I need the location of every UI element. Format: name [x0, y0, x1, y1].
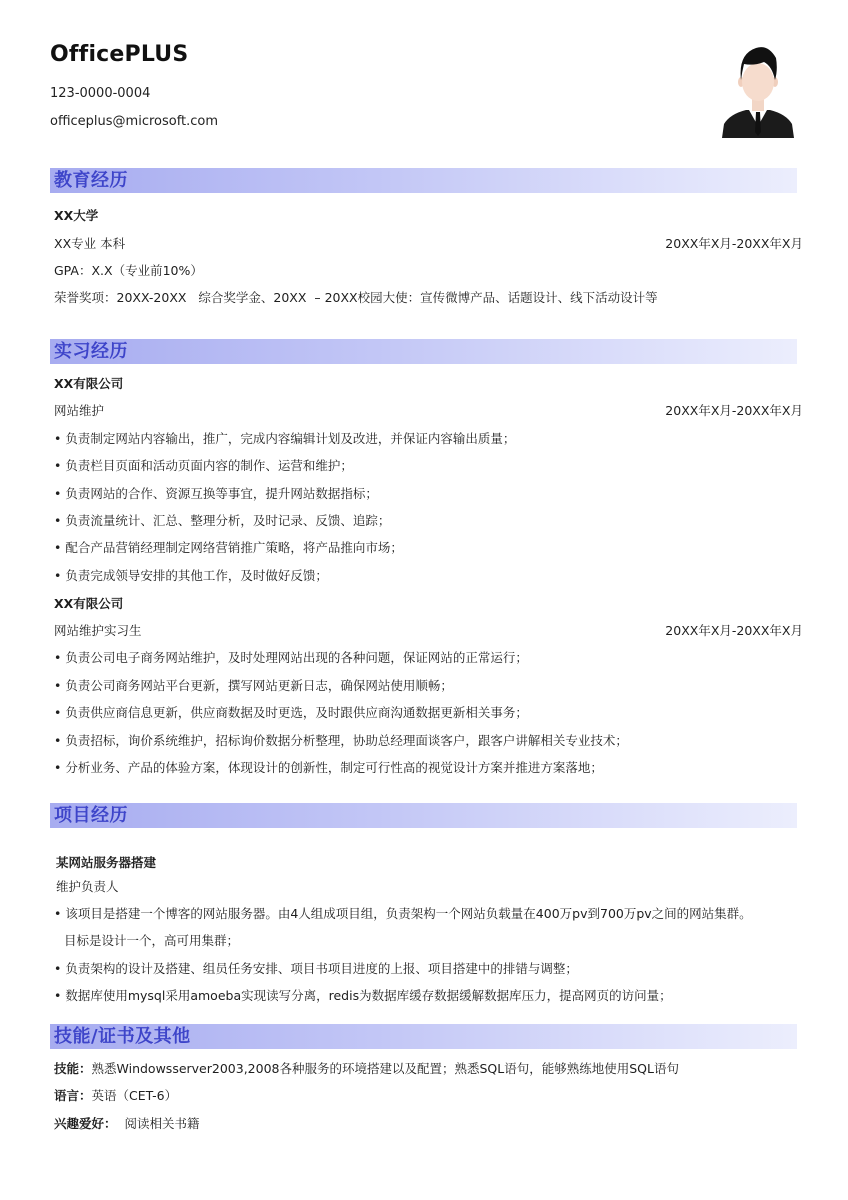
gpa: GPA：X.X（专业前10%） — [54, 263, 203, 278]
language-line — [54, 1086, 177, 1104]
job-bullet: • 负责招标，询价系统维护，招标询价数据分析整理，协助总经理面谈客户，跟客户讲解相关专业技术； — [54, 733, 628, 748]
language-text: 英语（CET-6） — [91, 1088, 178, 1103]
language-label: 语言： — [54, 1088, 92, 1103]
job-dates: 20XX年X月-20XX年X月 — [665, 403, 803, 418]
job-bullet: • 负责流量统计、汇总、整理分析，及时记录、反馈、追踪； — [54, 513, 391, 528]
education-title: 教育经历 — [54, 170, 128, 191]
skills-line — [54, 1059, 679, 1077]
job-bullet: • 负责完成领导安排的其他工作，及时做好反馈； — [54, 568, 328, 583]
job-role: 网站维护 — [54, 403, 105, 418]
job-company: XX有限公司 — [54, 596, 124, 611]
project-title: 项目经历 — [54, 805, 128, 826]
project-bullet: • 数据库使用mysql采用amoeba实现读写分离，redis为数据库缓存数据缓解数据库压力，提高网页的访问量； — [54, 988, 672, 1003]
job-bullet: • 负责栏目页面和活动页面内容的制作、运营和维护； — [54, 458, 353, 473]
skills-title: 技能/证书及其他 — [54, 1026, 191, 1047]
job-role: 网站维护实习生 — [54, 623, 142, 638]
education-dates: 20XX年X月-20XX年X月 — [665, 236, 803, 251]
project-name: 某网站服务器搭建 — [56, 855, 157, 870]
job-dates: 20XX年X月-20XX年X月 — [665, 623, 803, 638]
internship-title: 实习经历 — [54, 341, 128, 362]
candidate-name: OfficePLUS — [50, 42, 189, 67]
skills-label: 技能： — [54, 1061, 92, 1076]
hobby-line — [54, 1114, 200, 1132]
hobby-label: 兴趣爱好： — [54, 1116, 117, 1131]
job-bullet: • 负责供应商信息更新，供应商数据及时更选，及时跟供应商沟通数据更新相关事务； — [54, 705, 528, 720]
job-bullet: • 负责公司商务网站平台更新，撰写网站更新日志，确保网站使用顺畅； — [54, 678, 453, 693]
education-section-header — [50, 168, 797, 193]
hobby-text: 阅读相关书籍 — [124, 1116, 200, 1131]
email-address: officeplus@microsoft.com — [50, 114, 219, 129]
job-bullet: • 负责网站的合作、资源互换等事宜，提升网站数据指标； — [54, 486, 378, 501]
skills-section-header — [50, 1024, 797, 1049]
project-section-header — [50, 803, 797, 828]
school-name: XX大学 — [54, 208, 99, 223]
internship-section-header — [50, 339, 797, 364]
phone-number: 123-0000-0004 — [50, 86, 151, 101]
project-role: 维护负责人 — [56, 879, 119, 894]
honors: 荣誉奖项：20XX-20XX 综合奖学金、20XX – 20XX校园大使：宣传微博产品、话题设计、线下活动设计等 — [54, 290, 658, 305]
job-bullet: • 分析业务、产品的体验方案，体现设计的创新性，制定可行性高的视觉设计方案并推进方案落地； — [54, 760, 603, 775]
project-bullet: • 负责架构的设计及搭建、组员任务安排、项目书项目进度的上报、项目搭建中的排错与调整； — [54, 961, 578, 976]
job-bullet: • 配合产品营销经理制定网络营销推广策略，将产品推向市场； — [54, 540, 403, 555]
avatar — [720, 40, 796, 138]
project-bullet-continuation: 目标是设计一个，高可用集群； — [64, 933, 240, 948]
project-bullet: • 该项目是搭建一个博客的网站服务器。由4人组成项目组，负责架构一个网站负载量在400万pv到700万pv之间的网站集群。 — [54, 906, 752, 921]
job-bullet: • 负责制定网站内容输出，推广，完成内容编辑计划及改进，并保证内容输出质量； — [54, 431, 516, 446]
job-company: XX有限公司 — [54, 376, 124, 391]
job-bullet: • 负责公司电子商务网站维护，及时处理网站出现的各种问题，保证网站的正常运行； — [54, 650, 528, 665]
major-degree: XX专业 本科 — [54, 236, 126, 251]
skills-text: 熟悉Windowsserver2003,2008各种服务的环境搭建以及配置；熟悉SQL语句，能够熟练地使用SQL语句 — [91, 1061, 679, 1076]
